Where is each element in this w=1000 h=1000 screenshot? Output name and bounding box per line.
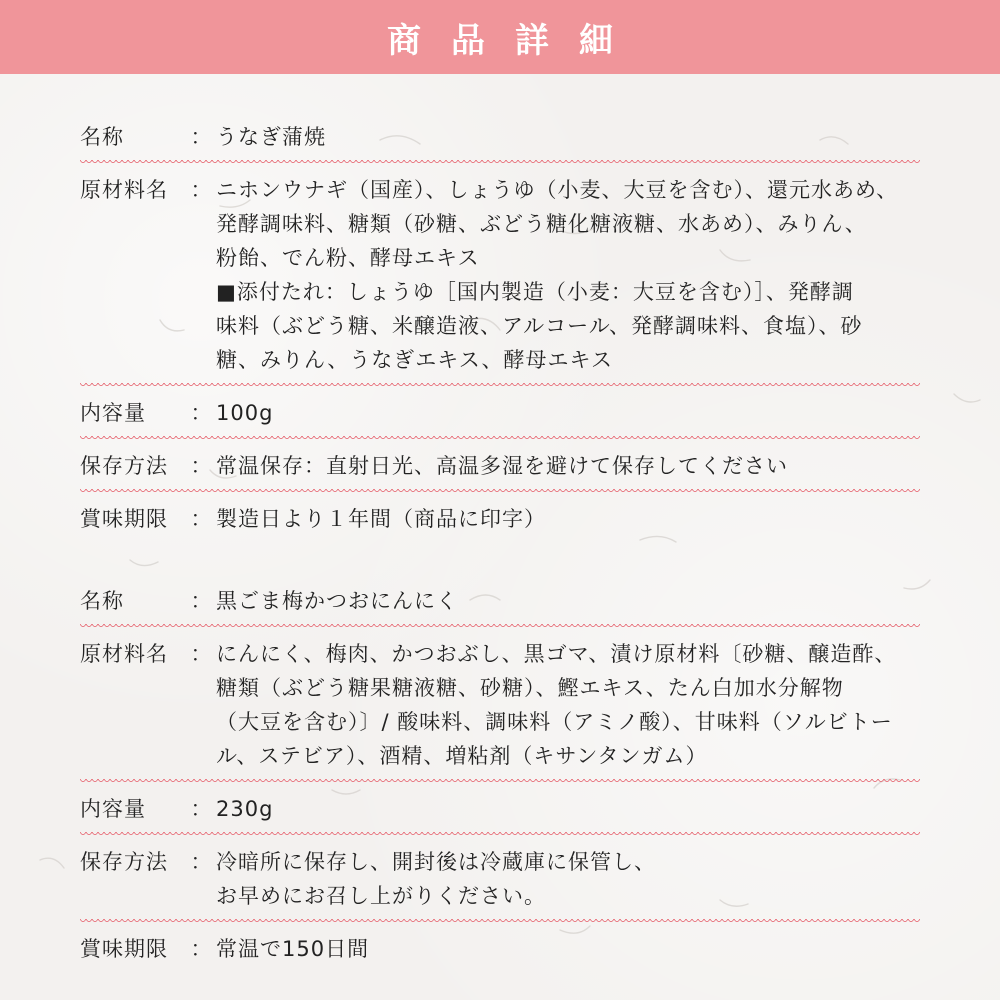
spec-label: 賞味期限 [80,507,168,531]
spec-value-line: 糖、みりん、うなぎエキス、酵母エキス [216,348,614,372]
spec-row [80,163,920,386]
spec-label: 内容量 [80,797,146,821]
spec-value-line: お早めにお召し上がりください。 [216,884,546,908]
spec-value [216,502,920,536]
spec-value [216,637,920,773]
spec-value-line: 粉飴、でん粉、酵母エキス [216,246,480,270]
spec-value-line: 黒ごま梅かつおにんにく [216,589,458,613]
spec-label: 名称 [80,125,124,149]
spec-colon: ： [190,797,212,821]
spec-value [216,396,920,430]
spec-label: 内容量 [80,401,146,425]
spec-value-line: ニホンウナギ（国産）、しょうゆ（小麦、大豆を含む）、還元水あめ、 [216,178,899,202]
spec-value [216,120,920,154]
spec-label: 原材料名 [80,642,168,666]
page-title: 商品詳細 [387,20,643,61]
spec-value [216,173,920,377]
header-bar [0,0,1000,74]
spec-value-line: （大豆を含む）〕/ 酸味料、調味料（アミノ酸）、甘味料（ソルビトー [216,710,893,734]
spec-label: 保存方法 [80,850,168,874]
spec-value-line: 味料（ぶどう糖、米醸造液、アルコール、発酵調味料、食塩）、砂 [216,314,863,338]
spec-row [80,110,920,163]
spec-value-line: 230g [216,797,274,821]
spec-colon: ： [190,125,212,149]
spec-value-line: 常温で150日間 [216,937,370,961]
spec-colon: ： [190,507,212,531]
spec-value-line: 発酵調味料、糖類（砂糖、ぶどう糖化糖液糖、水あめ）、みりん、 [216,212,867,236]
spec-value [216,845,920,913]
spec-value-line: うなぎ蒲焼 [216,125,326,149]
spec-value-line: 冷暗所に保存し、開封後は冷蔵庫に保管し、 [216,850,656,874]
spec-row [80,386,920,439]
spec-row [80,574,920,627]
spec-value-line: 糖類（ぶどう糖果糖液糖、砂糖）、鰹エキス、たん白加水分解物 [216,676,844,700]
spec-value-line: にんにく、梅肉、かつおぶし、黒ゴマ、漬け原材料〔砂糖、醸造酢、 [216,642,897,666]
spec-colon: ： [190,178,212,202]
spec-colon: ： [190,454,212,478]
spec-value-line: ■添付たれ：しょうゆ［国内製造（小麦：大豆を含む）］、発酵調 [216,280,854,304]
spec-colon: ： [190,401,212,425]
spec-value-line: 製造日より１年間（商品に印字） [216,507,546,531]
product-section-1 [80,110,920,545]
spec-row [80,492,920,545]
spec-label: 賞味期限 [80,937,168,961]
spec-label: 保存方法 [80,454,168,478]
spec-colon: ： [190,589,212,613]
spec-value [216,449,920,483]
spec-label: 名称 [80,589,124,613]
spec-value [216,932,920,966]
spec-value-line: ル、ステビア）、酒精、増粘剤（キサンタンガム） [216,744,708,768]
spec-row [80,439,920,492]
spec-value-line: 100g [216,401,274,425]
spec-colon: ： [190,850,212,874]
spec-value [216,584,920,618]
spec-row [80,627,920,782]
spec-row [80,782,920,835]
spec-row [80,835,920,922]
spec-row [80,922,920,975]
spec-colon: ： [190,642,212,666]
spec-label: 原材料名 [80,178,168,202]
spec-value-line: 常温保存：直射日光、高温多湿を避けて保存してください [216,454,788,478]
spec-value [216,792,920,826]
product-section-2 [80,574,920,975]
spec-colon: ： [190,937,212,961]
